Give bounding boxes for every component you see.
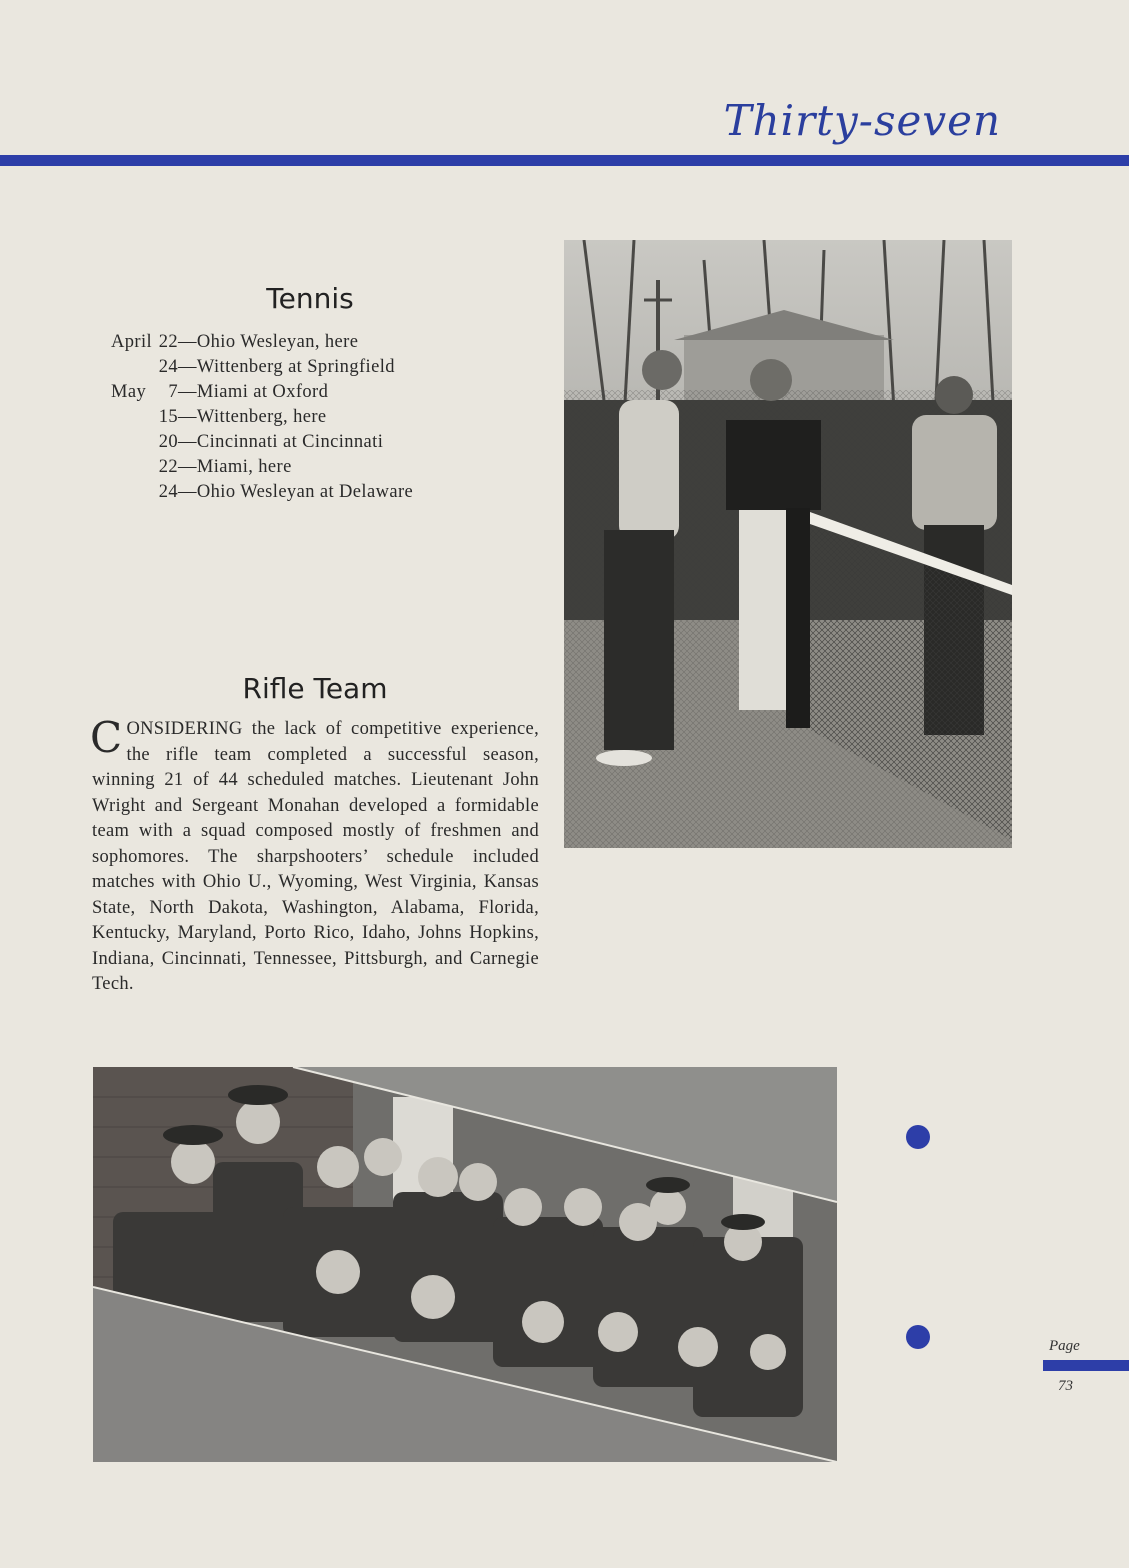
schedule-row bbox=[0, 455, 540, 480]
schedule-event: —Ohio Wesleyan at Delaware bbox=[178, 482, 414, 502]
schedule-event: —Wittenberg, here bbox=[178, 407, 327, 427]
schedule-event: —Wittenberg at Springfield bbox=[178, 357, 395, 377]
schedule-day: 15 bbox=[158, 407, 178, 427]
tennis-players-photo bbox=[564, 240, 1012, 848]
schedule-row bbox=[0, 430, 540, 455]
schedule-event: —Cincinnati at Cincinnati bbox=[178, 432, 384, 452]
schedule-event: —Miami, here bbox=[178, 457, 292, 477]
rifle-team-article bbox=[90, 713, 539, 998]
page-number: 73 bbox=[1058, 1378, 1073, 1394]
schedule-day: 7 bbox=[168, 382, 178, 402]
tennis-heading: Tennis bbox=[266, 282, 354, 315]
schedule-row bbox=[0, 330, 540, 355]
schedule-day: 24 bbox=[158, 482, 178, 502]
rifle-team-photo bbox=[93, 1067, 837, 1462]
schedule-event: —Ohio Wesleyan, here bbox=[178, 332, 359, 352]
top-rule bbox=[0, 155, 1129, 166]
rifle-photo-graphic bbox=[93, 1067, 837, 1462]
schedule-row bbox=[0, 480, 540, 505]
schedule-day: 24 bbox=[158, 357, 178, 377]
schedule-month: April bbox=[111, 332, 153, 352]
schedule-day: 22 bbox=[158, 332, 178, 352]
article-body: ONSIDERING the lack of competitive experience, the rifle team completed a successful season, winning 21 of 44 scheduled matches. Lieutenant John Wright and Sergeant Monahan developed a formidable team with a squad composed mostly of freshmen and sophomores. The sharpshooters’ schedule included matches with Ohio U., Wyoming, West Virginia, Kansas State, North Dakota, Washington, Alabama, Florida, Kentucky, Maryland, Porto Rico, Idaho, Johns Hopkins, Indiana, Cincinnati, Tennessee, Pittsburgh, and Carnegie Tech. bbox=[92, 719, 539, 994]
schedule-day: 22 bbox=[158, 457, 178, 477]
blue-dot-ornament bbox=[906, 1125, 930, 1149]
schedule-row bbox=[0, 380, 540, 405]
schedule-event: —Miami at Oxford bbox=[178, 382, 329, 402]
blue-dot-ornament bbox=[906, 1325, 930, 1349]
rifle-team-heading: Rifle Team bbox=[242, 672, 388, 705]
page-rule bbox=[1043, 1360, 1129, 1371]
schedule-row bbox=[0, 355, 540, 380]
tennis-photo-graphic bbox=[564, 240, 1012, 848]
yearbook-section-title: Thirty-seven bbox=[723, 96, 1001, 145]
tennis-schedule bbox=[0, 330, 540, 505]
schedule-day: 20 bbox=[158, 432, 178, 452]
drop-cap: C bbox=[90, 713, 123, 762]
page-label: Page bbox=[1049, 1338, 1080, 1354]
schedule-month: May bbox=[111, 382, 147, 402]
schedule-row bbox=[0, 405, 540, 430]
